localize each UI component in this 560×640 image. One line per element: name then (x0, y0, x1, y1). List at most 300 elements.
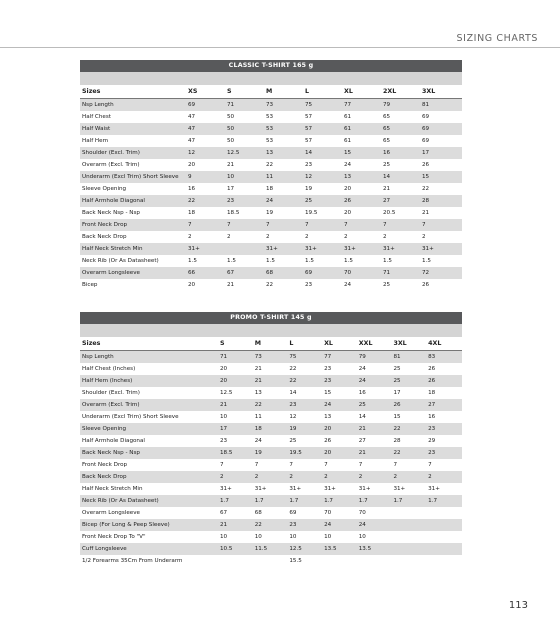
table-cell: 20 (344, 186, 352, 192)
table-row (80, 147, 462, 159)
table-row (80, 399, 462, 411)
table-cell: 21 (227, 162, 235, 168)
table-cell: 14 (358, 414, 366, 420)
table-cell (255, 555, 290, 567)
table-cell: 26 (428, 378, 436, 384)
table-cell: 66 (188, 270, 196, 276)
table-title: CLASSIC T-SHIRT 165 g (80, 60, 462, 72)
table-cell: 27 (428, 402, 436, 408)
classic-tshirt-table (80, 60, 462, 291)
table-spacer (80, 324, 462, 337)
table-cell: 81 (422, 102, 430, 108)
table-body (80, 351, 462, 567)
table-cell: 10 (289, 534, 297, 540)
table-cell: 81 (393, 354, 401, 360)
table-cell: 2 (266, 234, 270, 240)
table-row (80, 195, 462, 207)
table-cell: 28 (422, 198, 430, 204)
table-cell: 22 (289, 378, 297, 384)
table-row (80, 555, 462, 567)
table-cell: 2 (188, 234, 192, 240)
table-cell (393, 507, 428, 519)
table-cell: 7 (422, 222, 426, 228)
table-cell: 1.5 (227, 258, 236, 264)
table-cell: 10.5 (220, 546, 233, 552)
row-label: Sleeve Opening (82, 426, 127, 432)
table-cell: 1.5 (422, 258, 431, 264)
table-cell: 12 (305, 174, 313, 180)
table-cell: 23 (289, 522, 297, 528)
table-cell: 31+ (393, 486, 406, 492)
table-cell: 2 (428, 474, 432, 480)
table-cell: 1.7 (428, 498, 438, 504)
table-cell: 21 (220, 522, 228, 528)
header-cell: M (254, 340, 261, 347)
table-row (80, 483, 462, 495)
table-cell: 79 (358, 354, 366, 360)
row-label: Half Waist (82, 126, 111, 132)
table-cell: 2 (220, 474, 224, 480)
table-cell: 25 (383, 282, 391, 288)
table-cell: 67 (220, 510, 228, 516)
table-cell: 18.5 (220, 450, 233, 456)
row-label: Overarm (Excl. Trim) (82, 162, 140, 168)
table-cell: 53 (266, 114, 274, 120)
row-label: Nsp Length (82, 102, 114, 108)
row-label: Overarm (Excl. Trim) (82, 402, 140, 408)
table-cell: 50 (227, 126, 235, 132)
row-label: Half Armhole Diagonal (82, 198, 145, 204)
table-cell: 21 (383, 186, 391, 192)
table-cell: 21 (422, 210, 430, 216)
table-cell: 47 (188, 114, 196, 120)
table-cell: 24 (254, 438, 262, 444)
table-cell: 17 (227, 186, 235, 192)
table-row (80, 171, 462, 183)
table-cell (428, 531, 458, 543)
header-cell: XXL (358, 340, 373, 347)
table-cell: 22 (188, 198, 196, 204)
table-row (80, 375, 462, 387)
row-label: Back Neck Nsp - Nsp (82, 210, 140, 216)
table-cell: 13 (324, 414, 332, 420)
table-cell: 13 (266, 150, 274, 156)
table-cell: 16 (358, 390, 366, 396)
table-cell: 7 (344, 222, 348, 228)
header-cell: 2XL (383, 88, 397, 95)
header-cell: XL (324, 340, 333, 347)
table-cell: 7 (289, 462, 293, 468)
table-cell: 23 (324, 378, 332, 384)
row-label: Nsp Length (82, 354, 114, 360)
row-label: Bicep (For Long & Peep Sleeve) (82, 522, 170, 528)
table-cell: 68 (266, 270, 274, 276)
table-cell: 15 (393, 414, 401, 420)
table-cell: 22 (393, 450, 401, 456)
table-cell: 2 (383, 234, 387, 240)
table-cell: 7 (227, 222, 231, 228)
table-cell: 73 (254, 354, 262, 360)
table-cell: 24 (344, 282, 352, 288)
table-cell: 23 (324, 366, 332, 372)
header-rule (0, 47, 560, 48)
table-cell: 57 (305, 126, 313, 132)
table-cell: 9 (188, 174, 192, 180)
table-header-row (80, 337, 462, 351)
table-cell: 24 (266, 198, 274, 204)
table-cell: 47 (188, 126, 196, 132)
table-cell: 19.5 (305, 210, 318, 216)
row-label: Neck Rib (Or As Datasheet) (82, 258, 159, 264)
table-row (80, 543, 462, 555)
table-row (80, 183, 462, 195)
table-cell (428, 543, 458, 555)
table-cell: 11.5 (254, 546, 268, 552)
table-cell: 2 (289, 474, 293, 480)
table-cell: 19 (289, 426, 297, 432)
table-cell: 16 (428, 414, 436, 420)
table-header-row (80, 85, 462, 99)
table-cell: 69 (188, 102, 196, 108)
table-cell: 20 (324, 450, 332, 456)
row-label: Overarm Longsleeve (82, 510, 140, 516)
table-cell (428, 555, 458, 567)
table-cell: 2 (358, 474, 363, 480)
table-row (80, 447, 462, 459)
row-label: Half Chest (Inches) (82, 366, 136, 372)
table-cell: 11 (254, 414, 262, 420)
table-row (80, 531, 462, 543)
table-row (80, 135, 462, 147)
table-cell: 61 (344, 126, 352, 132)
table-cell: 26 (393, 402, 401, 408)
table-cell: 65 (383, 138, 391, 144)
table-cell: 31+ (428, 486, 440, 492)
table-cell: 19.5 (289, 450, 302, 456)
promo-tshirt-table (80, 312, 462, 567)
table-cell: 26 (344, 198, 352, 204)
table-cell: 15.5 (289, 558, 302, 564)
table-cell: 12 (289, 414, 297, 420)
table-cell: 75 (289, 354, 297, 360)
table-cell: 1.7 (254, 498, 264, 504)
header-cell: XS (188, 88, 198, 95)
table-cell: 26 (422, 282, 430, 288)
table-cell: 13.5 (324, 546, 337, 552)
table-cell: 70 (324, 510, 332, 516)
table-cell: 77 (324, 354, 332, 360)
table-cell: 31+ (305, 246, 317, 252)
header-cell: Sizes (82, 340, 101, 347)
header-cell: S (227, 88, 232, 95)
row-label: Neck Rib (Or As Datasheet) (82, 498, 159, 504)
table-cell: 14 (289, 390, 297, 396)
table-cell: 1.5 (383, 258, 392, 264)
table-cell (393, 543, 428, 555)
table-cell: 68 (254, 510, 262, 516)
table-cell: 31+ (344, 246, 356, 252)
table-cell: 21 (254, 378, 262, 384)
table-cell: 71 (220, 354, 228, 360)
table-cell: 22 (254, 522, 262, 528)
table-cell: 31+ (254, 486, 267, 492)
table-cell: 25 (383, 162, 391, 168)
table-cell: 73 (266, 102, 274, 108)
table-cell: 70 (358, 510, 366, 516)
table-cell: 25 (305, 198, 313, 204)
table-cell (220, 555, 255, 567)
table-cell: 71 (383, 270, 391, 276)
table-cell: 53 (266, 126, 274, 132)
table-cell: 7 (220, 462, 224, 468)
table-cell: 25 (289, 438, 297, 444)
table-cell: 22 (289, 366, 297, 372)
table-cell: 24 (358, 366, 366, 372)
table-cell: 11 (266, 174, 274, 180)
table-row (80, 363, 462, 375)
table-cell: 1.7 (393, 498, 403, 504)
table-cell: 26 (324, 438, 332, 444)
table-cell: 22 (393, 426, 401, 432)
table-cell: 77 (344, 102, 352, 108)
table-row (80, 435, 462, 447)
table-cell: 10 (220, 534, 228, 540)
table-cell: 7 (305, 222, 309, 228)
table-cell: 71 (227, 102, 235, 108)
table-cell: 27 (383, 198, 391, 204)
table-cell: 22 (266, 162, 274, 168)
table-cell: 12.5 (289, 546, 302, 552)
table-cell: 19 (254, 450, 262, 456)
row-label: Half Armhole Diagonal (82, 438, 145, 444)
table-cell: 18 (188, 210, 196, 216)
table-cell: 31+ (358, 486, 371, 492)
header-cell: L (289, 340, 294, 347)
table-cell: 29 (428, 438, 436, 444)
row-label: Shoulder (Excl. Trim) (82, 150, 140, 156)
header-cell: Sizes (82, 88, 101, 95)
table-cell: 65 (383, 114, 391, 120)
table-cell: 7 (358, 462, 363, 468)
table-cell: 31+ (266, 246, 278, 252)
table-cell: 20 (188, 282, 196, 288)
row-label: Half Neck Stretch Min (82, 486, 143, 492)
table-cell: 69 (422, 114, 430, 120)
table-cell: 19 (305, 186, 313, 192)
table-cell: 26 (422, 162, 430, 168)
table-cell: 61 (344, 138, 352, 144)
table-cell: 21 (358, 426, 366, 432)
table-cell: 14 (383, 174, 391, 180)
row-label: 1/2 Forearms 35Cm From Underarm (82, 558, 183, 564)
table-row (80, 231, 462, 243)
section-title: SIZING CHARTS (456, 33, 538, 44)
table-cell: 2 (227, 234, 231, 240)
table-cell: 26 (428, 366, 436, 372)
row-label: Underarm (Excl Trim) Short Sleeve (82, 414, 179, 420)
table-cell: 7 (428, 462, 432, 468)
table-row (80, 111, 462, 123)
table-cell: 7 (383, 222, 387, 228)
table-cell: 17 (393, 390, 401, 396)
table-cell (428, 507, 458, 519)
row-label: Back Neck Nsp - Nsp (82, 450, 140, 456)
table-cell (393, 519, 428, 531)
table-row (80, 207, 462, 219)
table-cell: 61 (344, 114, 352, 120)
table-cell: 24 (358, 378, 366, 384)
table-body (80, 99, 462, 291)
table-cell: 31+ (422, 246, 434, 252)
table-cell (227, 243, 266, 255)
table-cell: 21 (227, 282, 235, 288)
table-cell: 50 (227, 138, 235, 144)
table-row (80, 507, 462, 519)
row-label: Underarm (Excl Trim) Short Sleeve (82, 174, 179, 180)
table-cell: 22 (422, 186, 430, 192)
table-cell: 2 (305, 234, 309, 240)
table-cell: 1.5 (344, 258, 353, 264)
table-row (80, 423, 462, 435)
header-cell: 3XL (393, 340, 407, 347)
row-label: Cuff Longsleeve (82, 546, 127, 552)
table-row (80, 267, 462, 279)
table-cell: 65 (383, 126, 391, 132)
header-cell: XL (344, 88, 353, 95)
header-cell: 4XL (428, 340, 442, 347)
table-cell: 69 (289, 510, 297, 516)
table-cell: 57 (305, 114, 313, 120)
table-cell: 25 (393, 366, 401, 372)
table-cell: 67 (227, 270, 235, 276)
table-cell: 2 (422, 234, 426, 240)
table-cell: 50 (227, 114, 235, 120)
table-cell: 21 (254, 366, 262, 372)
table-cell: 23 (305, 282, 313, 288)
row-label: Front Neck Drop To "V" (82, 534, 146, 540)
table-cell: 12 (188, 150, 196, 156)
table-row (80, 99, 462, 111)
table-cell: 18 (428, 390, 436, 396)
table-cell: 25 (393, 378, 401, 384)
table-cell: 28 (393, 438, 401, 444)
table-row (80, 411, 462, 423)
table-cell: 31+ (220, 486, 232, 492)
row-label: Overarm Longsleeve (82, 270, 140, 276)
table-cell: 2 (344, 234, 348, 240)
table-cell: 7 (254, 462, 259, 468)
row-label: Back Neck Drop (82, 474, 127, 480)
table-cell: 12.5 (220, 390, 233, 396)
table-cell: 27 (358, 438, 366, 444)
header-cell: 3XL (422, 88, 436, 95)
table-cell: 7 (393, 462, 397, 468)
table-cell: 22 (254, 402, 262, 408)
row-label: Half Neck Stretch Min (82, 246, 143, 252)
table-cell: 20 (324, 426, 332, 432)
row-label: Half Chest (82, 114, 111, 120)
table-cell: 17 (220, 426, 228, 432)
table-cell: 10 (324, 534, 332, 540)
table-cell: 1.5 (305, 258, 314, 264)
table-cell: 20.5 (383, 210, 396, 216)
table-cell: 23 (428, 450, 436, 456)
table-cell: 20 (188, 162, 196, 168)
table-cell: 24 (324, 522, 332, 528)
table-cell: 12.5 (227, 150, 240, 156)
table-cell: 2 (324, 474, 328, 480)
table-row (80, 255, 462, 267)
table-row (80, 387, 462, 399)
table-cell: 70 (344, 270, 352, 276)
table-cell: 25 (358, 402, 366, 408)
row-label: Front Neck Drop (82, 222, 128, 228)
table-cell: 15 (344, 150, 352, 156)
table-cell: 24 (324, 402, 332, 408)
table-cell: 18.5 (227, 210, 240, 216)
table-cell: 15 (422, 174, 430, 180)
table-title: PROMO T-SHIRT 145 g (80, 312, 462, 324)
table-cell: 31+ (383, 246, 395, 252)
table-cell: 13.5 (358, 546, 372, 552)
header-cell: M (266, 88, 273, 95)
table-cell: 23 (227, 198, 235, 204)
table-cell: 15 (324, 390, 332, 396)
table-cell: 16 (383, 150, 391, 156)
table-cell (393, 555, 428, 567)
table-cell: 1.5 (188, 258, 197, 264)
row-label: Half Hem (82, 138, 109, 144)
table-cell: 53 (266, 138, 274, 144)
table-cell: 57 (305, 138, 313, 144)
table-cell: 20 (344, 210, 352, 216)
table-cell: 21 (358, 450, 366, 456)
header-cell: S (220, 340, 225, 347)
table-cell: 10 (358, 534, 366, 540)
table-row (80, 123, 462, 135)
table-cell: 31+ (188, 246, 200, 252)
table-cell: 7 (324, 462, 328, 468)
table-cell: 31+ (324, 486, 336, 492)
table-cell: 10 (220, 414, 228, 420)
table-cell: 16 (188, 186, 196, 192)
table-cell: 14 (305, 150, 313, 156)
table-cell: 22 (266, 282, 274, 288)
table-cell: 1.7 (220, 498, 229, 504)
table-cell: 69 (422, 126, 430, 132)
row-label: Back Neck Drop (82, 234, 127, 240)
table-cell: 79 (383, 102, 391, 108)
table-row (80, 495, 462, 507)
table-cell: 23 (428, 426, 436, 432)
table-cell: 19 (266, 210, 274, 216)
table-cell: 23 (289, 402, 297, 408)
table-cell (428, 519, 458, 531)
table-cell: 18 (254, 426, 262, 432)
table-row (80, 471, 462, 483)
table-cell: 47 (188, 138, 196, 144)
row-label: Bicep (82, 282, 98, 288)
table-cell: 23 (220, 438, 228, 444)
table-row (80, 279, 462, 291)
table-row (80, 219, 462, 231)
table-cell: 17 (422, 150, 430, 156)
row-label: Sleeve Opening (82, 186, 127, 192)
table-cell: 1.7 (324, 498, 333, 504)
table-cell: 20 (220, 366, 228, 372)
table-cell: 7 (188, 222, 192, 228)
table-cell: 13 (344, 174, 352, 180)
